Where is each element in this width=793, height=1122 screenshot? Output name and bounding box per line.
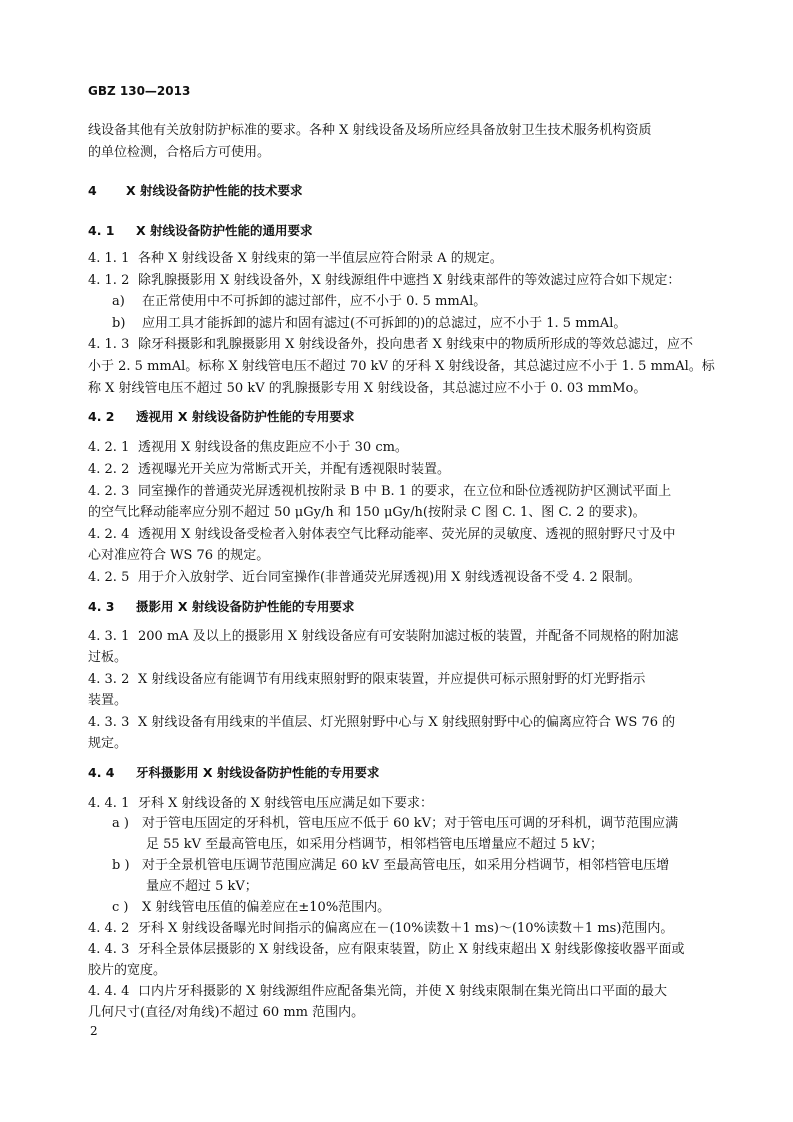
section-4-4-heading: [88, 764, 379, 782]
clause-text: 透视用 X 射线设备的焦皮距应不小于 30 cm。: [138, 440, 408, 455]
clause-number: 4. 4. 3: [88, 942, 130, 957]
clause-4-3-3-line-2: 规定。: [88, 736, 128, 751]
section-number: 4. 3: [88, 599, 115, 614]
clause-text: 牙科 X 射线设备曝光时间指示的偏离应在－(10%读数＋1 ms)～(10%读数＋1 ms)范围内。: [138, 921, 674, 936]
clause-4-1-3-line-3: 称 X 射线管电压不超过 50 kV 的乳腺摄影专用 X 射线设备，其总滤过应不小于 0. 03 mmMo。: [88, 381, 647, 396]
clause-4-4-1-item-a-line-2: 足 55 kV 至最高管电压，如采用分档调节，相邻档管电压增量应不超过 5 kV；: [146, 837, 604, 852]
item-label: c ): [112, 900, 129, 915]
clause-4-4-3: [88, 941, 685, 959]
clause-text: 透视曝光开关应为常断式开关，并配有透视限时装置。: [138, 462, 451, 477]
clause-text: X 射线设备应有能调节有用线束照射野的限束装置，并应提供可标示照射野的灯光野指示: [138, 672, 646, 687]
clause-4-2-4: [88, 526, 676, 544]
section-number: 4. 4: [88, 765, 115, 780]
section-4-1-heading: [88, 222, 313, 240]
clause-4-3-2-line-2: 装置。: [88, 693, 128, 708]
section-title: X 射线设备防护性能的通用要求: [136, 223, 313, 238]
section-number: 4. 1: [88, 223, 115, 238]
clause-4-4-3-line-2: 胶片的宽度。: [88, 963, 167, 978]
clause-4-2-5: [88, 569, 641, 587]
item-text: 在正常使用中不可拆卸的滤过部件，应不小于 0. 5 mmAl。: [142, 294, 487, 309]
section-4-3-heading: [88, 598, 354, 616]
clause-text: 同室操作的普通荧光屏透视机按附录 B 中 B. 1 的要求，在立位和卧位透视防护区测试平面上: [138, 484, 672, 499]
clause-text: 牙科 X 射线设备的 X 射线管电压应满足如下要求：: [138, 796, 434, 811]
clause-4-2-3-line-2: 的空气比释动能率应分别不超过 50 μGy/h 和 150 μGy/h(按附录 C 图 C. 1、图 C. 2 的要求)。: [88, 505, 646, 520]
clause-4-2-1: [88, 439, 408, 457]
clause-4-3-1-line-2: 过板。: [88, 650, 128, 665]
clause-number: 4. 2. 2: [88, 462, 130, 477]
clause-4-1-3-line-2: 小于 2. 5 mmAl。标称 X 射线管电压不超过 70 kV 的牙科 X 射线设备，其总滤过应不小于 1. 5 mmAl。标: [88, 359, 715, 374]
clause-text: 用于介入放射学、近台同室操作(非普通荧光屏透视)用 X 射线透视设备不受 4. 2 限制。: [138, 570, 641, 585]
clause-text: 牙科全景体层摄影的 X 射线设备，应有限束装置，防止 X 射线束超出 X 射线影像接收器平面或: [138, 942, 685, 957]
intro-line-1: 线设备其他有关放射防护标准的要求。各种 X 射线设备及场所应经具备放射卫生技术服务机构资质: [88, 123, 652, 138]
section-title: 摄影用 X 射线设备防护性能的专用要求: [136, 599, 355, 614]
clause-number: 4. 2. 4: [88, 527, 130, 542]
clause-number: 4. 1. 3: [88, 337, 130, 352]
clause-4-4-4-line-2: 几何尺寸(直径/对角线)不超过 60 mm 范围内。: [88, 1005, 365, 1020]
clause-4-4-1-item-b-line-2: 量应不超过 5 kV；: [146, 879, 258, 894]
clause-4-2-4-line-2: 心对准应符合 WS 76 的规定。: [88, 548, 270, 563]
intro-line-2: 的单位检测，合格后方可使用。: [88, 145, 271, 160]
item-text: 对于管电压固定的牙科机，管电压应不低于 60 kV；对于管电压可调的牙科机，调节范围应满: [142, 816, 679, 831]
clause-text: 各种 X 射线设备 X 射线束的第一半值层应符合附录 A 的规定。: [138, 251, 503, 266]
clause-number: 4. 1. 2: [88, 273, 130, 288]
clause-number: 4. 3. 2: [88, 672, 130, 687]
clause-4-4-1-item-c: [112, 899, 390, 917]
clause-number: 4. 2. 5: [88, 570, 130, 585]
item-text: X 射线管电压值的偏差应在±10%范围内。: [142, 900, 391, 915]
clause-number: 4. 4. 4: [88, 984, 130, 999]
clause-number: 4. 2. 1: [88, 440, 130, 455]
clause-4-3-1: [88, 628, 678, 646]
clause-4-1-1: [88, 250, 503, 268]
section-number: 4: [88, 183, 97, 198]
clause-number: 4. 4. 1: [88, 796, 130, 811]
clause-4-4-2: [88, 920, 673, 938]
clause-4-1-2-item-a: [112, 293, 486, 311]
section-title: 牙科摄影用 X 射线设备防护性能的专用要求: [136, 765, 380, 780]
clause-4-4-1-item-b: [112, 857, 669, 875]
clause-text: 透视用 X 射线设备受检者入射体表空气比释动能率、荧光屏的灵敏度、透视的照射野尺寸及中: [138, 527, 676, 542]
clause-text: 除乳腺摄影用 X 射线设备外，X 射线源组件中遮挡 X 射线束部件的等效滤过应符合如下规定：: [138, 273, 681, 288]
clause-number: 4. 4. 2: [88, 921, 130, 936]
item-label: a ): [112, 816, 129, 831]
section-title: 透视用 X 射线设备防护性能的专用要求: [136, 409, 355, 424]
item-label: b): [112, 316, 126, 331]
page-number: 2: [90, 1024, 98, 1038]
clause-4-4-4: [88, 983, 667, 1001]
clause-number: 4. 3. 3: [88, 715, 130, 730]
clause-4-1-2: [88, 272, 680, 290]
document-code: GBZ 130—2013: [88, 84, 191, 98]
clause-4-3-2: [88, 671, 645, 689]
section-4-heading: [88, 182, 303, 200]
section-number: 4. 2: [88, 409, 115, 424]
clause-text: X 射线设备有用线束的半值层、灯光照射野中心与 X 射线照射野中心的偏离应符合 WS 76 的: [138, 715, 676, 730]
section-4-2-heading: [88, 408, 354, 426]
clause-text: 200 mA 及以上的摄影用 X 射线设备应有可安装附加滤过板的装置，并配备不同规格的附加滤: [138, 629, 679, 644]
clause-4-4-1-item-a: [112, 815, 678, 833]
item-text: 对于全景机管电压调节范围应满足 60 kV 至最高管电压，如采用分档调节，相邻档管电压增: [142, 858, 670, 873]
clause-number: 4. 3. 1: [88, 629, 130, 644]
clause-4-4-1: [88, 795, 433, 813]
clause-4-3-3: [88, 714, 675, 732]
item-label: b ): [112, 858, 130, 873]
clause-4-1-3: [88, 336, 693, 354]
item-label: a): [112, 294, 125, 309]
clause-text: 除牙科摄影和乳腺摄影用 X 射线设备外，投向患者 X 射线束中的物质所形成的等效总滤过，应不: [138, 337, 694, 352]
clause-4-1-2-item-b: [112, 315, 626, 333]
clause-4-2-3: [88, 483, 671, 501]
clause-4-2-2: [88, 461, 450, 479]
section-title: X 射线设备防护性能的技术要求: [126, 183, 303, 198]
item-text: 应用工具才能拆卸的滤片和固有滤过(不可拆卸的)的总滤过，应不小于 1. 5 mmAl。: [142, 316, 627, 331]
clause-number: 4. 2. 3: [88, 484, 130, 499]
clause-number: 4. 1. 1: [88, 251, 130, 266]
clause-text: 口内片牙科摄影的 X 射线源组件应配备集光筒，并使 X 射线束限制在集光筒出口平面的最大: [138, 984, 668, 999]
